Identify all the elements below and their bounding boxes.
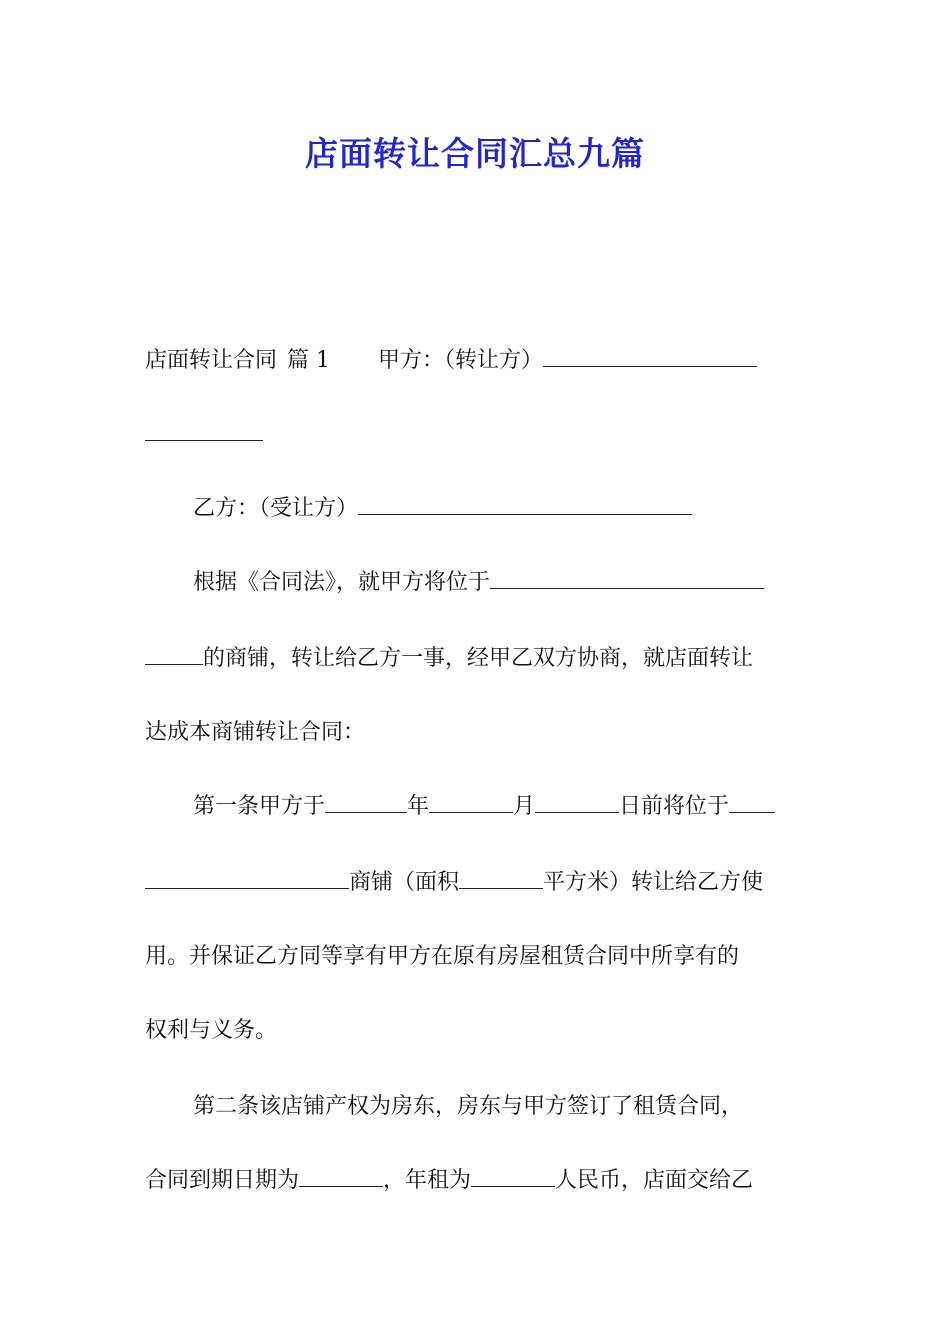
paragraph-line xyxy=(145,1016,807,1046)
text-segment: 第二条该店铺产权为房东，房东与甲方签订了租赁合同， xyxy=(193,1094,744,1119)
text-segment: 日前将位于 xyxy=(619,794,730,819)
text-segment: 年 xyxy=(407,794,430,819)
paragraph-line xyxy=(145,1166,807,1196)
fill-blank xyxy=(729,792,775,813)
text-segment: 用。并保证乙方同等享有甲方在原有房屋租赁合同中所享有的 xyxy=(145,944,740,969)
text-segment: 平方米）转让给乙方使 xyxy=(543,870,764,895)
document-title: 店面转让合同汇总九篇 xyxy=(305,134,645,173)
paragraph-line xyxy=(193,792,807,822)
paragraph-line xyxy=(193,494,807,524)
fill-blank xyxy=(145,420,263,441)
text-segment: 甲方：（转让方） xyxy=(378,348,544,373)
fill-blank xyxy=(490,568,764,589)
paragraph-line xyxy=(145,346,807,376)
fill-blank xyxy=(543,346,757,367)
paragraph-line xyxy=(145,420,807,450)
text-segment: 根据《合同法》，就甲方将位于 xyxy=(193,570,491,595)
paragraph-line xyxy=(145,942,807,972)
paragraph-line xyxy=(193,568,807,598)
text-segment: 乙方：（受让方） xyxy=(193,496,359,521)
fill-blank xyxy=(358,494,692,515)
paragraph-line xyxy=(145,868,807,898)
text-segment: 商铺（面积 xyxy=(349,870,460,895)
fill-blank xyxy=(459,868,543,889)
text-segment: ，年租为 xyxy=(383,1168,472,1193)
text-segment: 达成本商铺转让合同： xyxy=(145,720,366,745)
fill-blank xyxy=(145,644,203,665)
paragraph-line xyxy=(193,1092,807,1122)
text-segment: 第一条甲方于 xyxy=(193,794,326,819)
fill-blank xyxy=(145,868,349,889)
text-segment: 权利与义务。 xyxy=(145,1018,278,1043)
text-segment: 篇 1 xyxy=(287,348,331,373)
fill-blank xyxy=(299,1166,383,1187)
paragraph-line xyxy=(145,718,807,748)
fill-blank xyxy=(471,1166,555,1187)
text-segment: 月 xyxy=(513,794,536,819)
fill-blank xyxy=(429,792,513,813)
text-segment: 店面转让合同 xyxy=(145,348,278,373)
text-segment: 的商铺，转让给乙方一事，经甲乙双方协商，就店面转让 xyxy=(203,646,754,671)
fill-blank xyxy=(535,792,619,813)
text-segment: 人民币，店面交给乙 xyxy=(555,1168,754,1193)
paragraph-line xyxy=(145,644,807,674)
fill-blank xyxy=(325,792,407,813)
text-segment: 合同到期日期为 xyxy=(145,1168,300,1193)
